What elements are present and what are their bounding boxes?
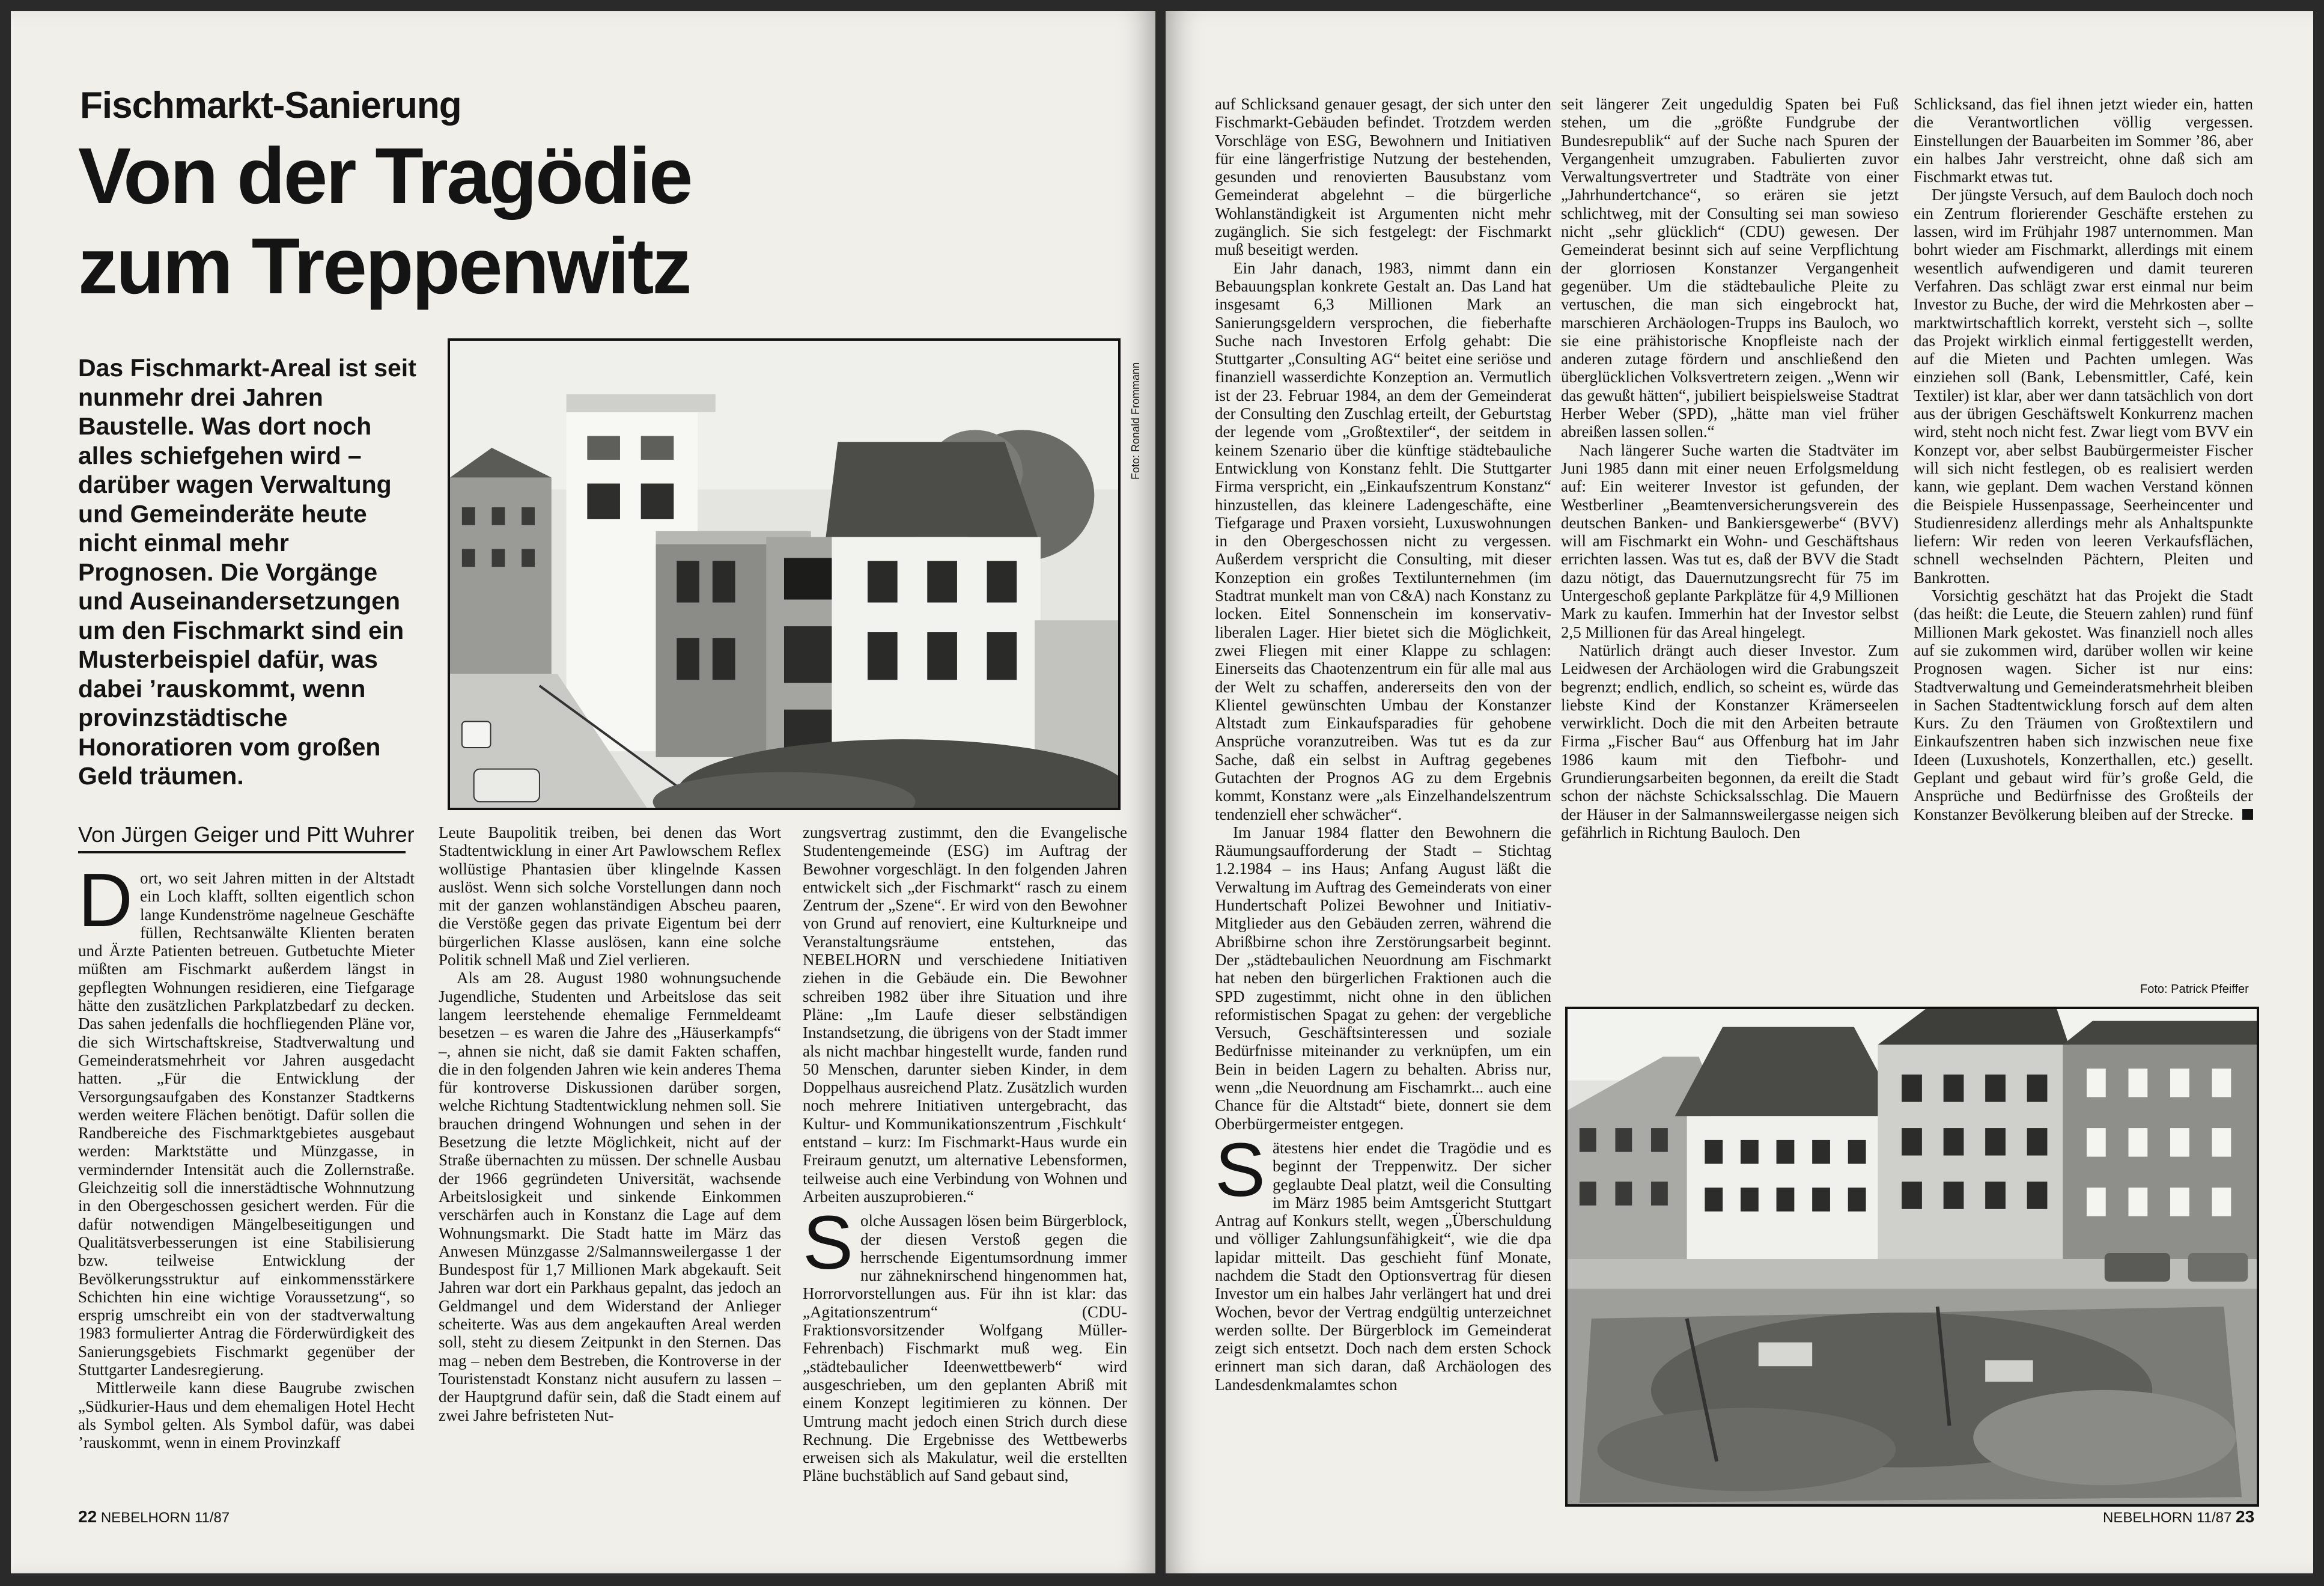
paragraph: Nach längerer Suche warten die Stadtväter im Juni 1985 dann mit einer neuen Erfolgsmeldung auf: Ein weiterer Investor ist gefunden, der Westberliner „Beamtenversicherungsverein des deutschen Banken- und Bankiersgewerbe“ (BVV) will am Fischmarkt ein Wohn- und Geschäftshaus errichten lassen. Was tut es, daß der BVV die Stadt dazu nötigt, das Dauernutzungsrecht für 75 im Untergeschoß geplante Parkplätze für 4,9 Millionen Mark zu kaufen. Immerhin hat der Investor selbst 2,5 Millionen für das Areal hingelegt.: [1561, 441, 1899, 641]
lede-line: provinzstädtische: [78, 704, 288, 731]
paragraph: seit längerer Zeit ungeduldig Spaten bei Fuß stehen, um die „größte Fundgrube der Bundesrepublik“ auf der Suche nach Spuren der Vergangenheit umzugraben. Fabulierten zuvor Verwaltungsvertreter und Stadträte von einer „Jahrhundertchance“, so erären sie jetzt schlichtweg, mit der Consulting sei man sowieso nicht „sehr glücklich“ (CDU) gewesen. Der Gemeinderat besinnt sich auf seine Verpflichtung der glorriosen Konstanzer Vergangenheit gegenüber. Um die städtebauliche Pleite zu vertuschen, die man sich eingebrockt hat, marschieren Archäologen-Trupps ins Bauloch, wo sie eine prähistorische Knopfleiste nach der anderen zutage fördern und anschließend den überglücklichen Volksvertretern zeigen. „Wenn wir das gewußt hätten“, jubiliert beispielsweise Stadtrat Herber Weber (SPD), „hätte man viel früher abreißen lassen sollen.“: [1561, 95, 1899, 441]
magazine-name: NEBELHORN: [100, 1510, 191, 1526]
article-kicker: Fischmarkt-Sanierung: [80, 85, 461, 126]
text-column-1: [78, 858, 415, 1518]
lede-line: Prognosen. Die Vorgänge: [78, 558, 378, 586]
paragraph: Leute Baupolitik treiben, bei denen das Wort Stadtentwicklung in einer Art Pawlowschem Reflex wollüstige Phantasien über klingelnde Kassen auslöst. Wenn sich solche Vorstellungen dann noch mit der ganzen wohlanständigen Abscheu paaren, die Verstöße gegen das private Eigentum bei derr bürgerlichen Klasse auslösen, kann eine solche Politik schnell Maß und Ziel verlieren.: [439, 823, 781, 969]
folio-left: [78, 1507, 230, 1527]
lede-line: und Gemeinderäte heute: [78, 499, 367, 528]
text-column-2: [439, 823, 781, 1514]
magazine-name: NEBELHORN: [2103, 1510, 2193, 1526]
paragraph: Der jüngste Versuch, auf dem Bauloch doch noch ein Zentrum florierender Geschäfte erstehen zu lassen, wird im Frühjahr 1987 unternommen. Man bohrt wieder am Fischmarkt, allerdings mit einem wesentlich aufwendigeren und damit teureren Verfahren. Das schlägt zwar erst einmal nur beim Investor zu Buche, der wird die Mehrkosten aber – marktwirtschaftlich korrekt, versteht sich –, sollte das Projekt wirklich einmal fertiggestellt werden, auf die Mieten und Pachten umlegen. Was einziehen soll (Bank, Lebensmittler, Café, kein Textiler) ist klar, aber wer dann tatsächlich von dort aus der übrigen Geschäftswelt Konkurrenz machen wird, steht noch nicht fest. Zwar liegt vom BVV ein Konzept vor, aber selbst Baubürgermeister Fischer will sich nicht festlegen, ob es realisiert werden kann, wie geplant. Dem wachen Verstand können die Beispiele Hussenpassage, Seerheincenter und Studienresidenz allerdings mehr als Anhaltspunkte liefern: Wir reden von leeren Verkaufsflächen, schnell wechselnden Pächtern, Pleiten und Bankrotten.: [1914, 186, 2253, 587]
page-number: 22: [78, 1507, 97, 1526]
paragraph-text: ätestens hier endet die Tragödie und es beginnt der Treppenwitz. Der sicher geglaubte Deal platzt, weil die Consulting im März 1985 beim Amtsgericht Stuttgart Antrag auf Konkurs stellt, wegen „Überschuldung und völliger Zahlungsunfähigkeit“, wie die dpa lapidar mitteilt. Das geschieht fünf Monate, nachdem die Stadt den Optionsvertrag für diesen Investor um ein halbes Jahr verlängert hat und drei Wochen, bevor der Vertrag endgültig unterzeichnet werden sollte. Der Bürgerblock im Gemeinderat zeigt sich entsetzt. Doch nach dem ersten Schock erinnert man sich daran, daß Archäologen des Landesdenkmalamtes schon: [1215, 1138, 1551, 1394]
paragraph: [803, 1200, 1127, 1485]
paragraph-text: ort, wo seit Jahren mitten in der Altstadt ein Loch klafft, sollten eigentlich schon lange Kundenströme nagelneue Geschäfte füllen, Rechtsanwälte Klienten beraten und Ärzte Patienten betreuen. Gutbetuchte Mieter müßten am Fischmarkt außerdem längst in gepflegten Wohnungen residieren, eine Tiefgarage hätte den zusätzlichen Parkplatzbedarf zu decken. Das sahen jedenfalls die hochfliegenden Pläne vor, die sich Wirtschaftskreise, Stadtverwaltung und Gemeinderatsmehrheit vor Jahren ausgedacht hatten. „Für die Entwicklung der Versorgungsaufgaben des Konstanzer Stadtkerns werden weitere Flächen benötigt. Dafür sollen die Randbereiche des Fischmarktgebietes ausgebaut werden: Marktstätte und Münzgasse, in vermindernder Intensität auch die Zollernstraße. Gleichzeitig soll die innerstädtische Wohnnutzung in den Obergeschossen gesichert werden. Für die dafür notwendigen Mängelbeseitigungen und Qualitätsverbesserungen ist eine Stabilisierung bzw. teilweise Entwicklung der Bevölkerungsstruktur auf einkommensstärkere Schichten hin eine wichtige Voraussetzung“, so ersprig umschreibt ein von der stadtverwaltung 1983 formulierter Antrag die Förderwürdigkeit des Sanierungsgebiets Fischmarkt gegenüber der Stuttgarter Landesregierung.: [78, 869, 415, 1379]
right-page: [1166, 11, 2313, 1573]
lede-line: nicht einmal mehr: [78, 529, 289, 557]
headline-line: Von der Tragödie: [78, 132, 692, 220]
photo-credit-top: Foto: Ronald Frommann: [1130, 362, 1142, 480]
article-byline: Von Jürgen Geiger und Pitt Wuhrer: [78, 822, 406, 853]
lede-line: und Auseinandersetzungen: [78, 587, 401, 615]
article-lede: [78, 353, 415, 791]
left-page: [11, 11, 1155, 1573]
lede-line: dabei ’rauskommt, wenn: [78, 674, 366, 703]
lede-line: nunmehr drei Jahren: [78, 383, 323, 411]
lede-line: um den Fischmarkt sind ein: [78, 616, 404, 644]
paragraph: Als am 28. August 1980 wohnungsuchende Jugendliche, Studenten und Arbeitslose das seit langem leerstehende ehemalige Fernmeldeamt besetzen – es waren die Jahre des „Häuserkampfs“ –, ahnen sie nicht, daß sie damit Fakten schaffen, die in den folgenden Jahren wie kein anderes Thema für kontroverse Diskussionen darüber sorgen, welche Richtung Stadtentwicklung nehmen soll. Sie brauchen dringend Wohnungen und sehen in der Besetzung die letzte Möglichkeit, nicht auf der Straße übernachten zu müssen. Der schnelle Ausbau der 1966 gegründeten Universität, wachsende Arbeitslosigkeit und sinkende Einkommen verschärfen auch in Konstanz die Lage auf dem Wohnungsmarkt. Die Stadt hatte im März das Anwesen Münzgasse 2/Salmannsweilergasse 1 der Bundespost für 1,7 Millionen Mark abgekauft. Seit Jahren war dort ein Parkhaus gepalnt, das jedoch an Geldmangel und dem Widerstand der Anlieger scheiterte. Was aus dem angekauften Areal werden soll, steht zu diesem Zeitpunkt in den Sternen. Das mag – neben dem Bestreben, die Kontroverse in der Touristenstadt Konstanz nicht ausufern zu lassen – der Hauptgrund dafür sein, daß die Stadt einem auf zwei Jahre befristeten Nut-: [439, 969, 781, 1424]
text-column-6: [1914, 95, 2253, 930]
lede-line: Baustelle. Was dort noch: [78, 412, 372, 440]
lede-line: Geld träumen.: [78, 762, 244, 790]
article-headline: [78, 131, 787, 311]
magazine-issue: 11/87: [2197, 1510, 2232, 1526]
construction-pit-photo: [1565, 1007, 2259, 1507]
dropcap: S: [803, 1200, 854, 1286]
lede-line: alles schiefgehen wird –: [78, 441, 362, 469]
paragraph: [1914, 587, 2253, 823]
paragraph: [1215, 1127, 1551, 1394]
lede-line: darüber wagen Verwaltung: [78, 471, 392, 498]
text-column-4: [1215, 95, 1551, 1525]
lede-line: Honoratioren vom großen: [78, 733, 381, 761]
folio-right: [2103, 1507, 2254, 1527]
paragraph: Mittlerweile kann diese Baugrube zwischen „Südkurier-Haus und dem ehemaligen Hotel Hecht als Symbol gelten. Als Symbol dafür, was dabei ’rauskommt, wenn in einem Provinzkaff: [78, 1379, 415, 1452]
dropcap: D: [78, 858, 133, 942]
paragraph: Schlicksand, das fiel ihnen jetzt wieder ein, hatten die Verantwortlichen völlig vergessen. Einstellungen der Bauarbeiten im Sommer ’86, aber ein halbes Jahr verstreicht, ohne daß sich am Fischmarkt etwas tut.: [1914, 95, 2253, 186]
fischmarkt-building-photo: [448, 338, 1121, 810]
lede-line: Musterbeispiel dafür, was: [78, 645, 378, 673]
paragraph: auf Schlicksand genauer gesagt, der sich unter den Fischmarkt-Gebäuden befindet. Trotzdem werden Vorschläge von ESG, Bewohnern und Initiativen für eine längerfristige Nutzung der bestehenden, gesunden und renovierten Bausubstanz vom Gemeinderat abgelehnt – die bürgerliche Wohlanständigkeit ist Argumenten nicht mehr zugänglich. Sie sich festgelegt: der Fischmarkt muß beseitigt werden.: [1215, 95, 1551, 259]
paragraph: Ein Jahr danach, 1983, nimmt dann ein Bebauungsplan konkrete Gestalt an. Das Land hat insgesamt 6,3 Millionen Mark an Sanierungsgeldern versprochen, die fieberhafte Suche nach Investoren Erfolg gehabt: Die Stuttgarter „Consulting AG“ beitet eine seriöse und finanziell wasserdichte Konzeption an. Vermutlich ist der 23. Februar 1984, an dem der Gemeinderat der Consulting den Zuschlag erteilt, der Geburtstag der legende vom „Großtextiler“, der seitdem in keinem Szenario über die künftige städtebauliche Entwicklung von Konstanz fehlt. Die Stuttgarter Firma verspricht, ein „Einkaufszentrum Konstanz“ hinzustellen, das kleinere Ladengeschäfte, eine Tiefgarage und Praxen vorsieht, Luxuswohnungen in den Obergeschossen nicht zu vergessen. Außerdem verspricht die Consulting, mit dieser Konzeption ein großes Textilunternehmen (im Stadtrat munkelt man von C&A) nach Konstanz zu locken. Eitel Sonnenschein im konservativ-liberalen Lager. Hier bietet sich die Möglichkeit, zwei Fliegen mit einer Klappe zu schlagen: Einerseits das Chaotenzentrum ein für alle mal aus der Welt zu schaffen, andererseits den von der Klientel gewünschten Umbau der Konstanzer Altstadt zum Einkaufsparadies für gehobene Ansprüche voranzutreiben. Was tut es da zur Sache, daß ein selbst in Auftrag gegebenes Gutachten der Prognos AG zu dem Ergebnis kommt, Konstanz were „als Einzelhandelszentrum tendenziell eher schwächer“.: [1215, 258, 1551, 823]
magazine-issue: 11/87: [194, 1510, 230, 1526]
paragraph-text: Vorsichtig geschätzt hat das Projekt die Stadt (das heißt: die Leute, die Steuern zahlen) rund fünf Millionen Mark gekostet. Was finanziell noch alles auf sie zukommen wird, darüber wollen wir keine Prognosen wagen. Sicher ist nur eins: Stadtverwaltung und Gemeinderatsmehrheit bleiben in Sachen Stadtentwicklung forsch auf dem alten Kurs. Zu den Träumen von Großtextilern und Einkaufszentren haben sich inzwischen neue fixe Ideen (Luxushotels, Konzerthallen, etc.) gesellt. Geplant und gebaut wird für’s große Geld, die Ansprüche und Bedürfnisse des Großteils der Konstanzer Bevölkerung bleiben auf der Strecke.: [1914, 587, 2253, 823]
paragraph: [78, 858, 415, 1379]
lede-line: Das Fischmarkt-Areal ist seit: [78, 354, 416, 382]
paragraph: Im Januar 1984 flatter den Bewohnern die Räumungsaufforderung der Stadt – Stichtag 1.2.1984 – ins Haus; Anfang August läßt die Verwaltung im Auftrag des Gemeinderats von einer Hundertschaft Polizei Bewohner und Initiativ-Mitglieder aus den Gebäuden zerren, während die Abrißbirne schon ihre Zerstörungsarbeit beginnt. Der „städtebaulichen Neuordnung am Fischmarkt hat neben den bürgerlichen Fraktionen auch die SPD zugestimmt, nicht ohne in den üblichen reformistischen Spagat zu gehen: der vergebliche Versuch, Geschäftsinteressen und soziale Bedürfnisse miteinander zu verknüpfen, um ein Bein in beiden Lagern zu behalten. Abriss nur, wenn „die Neuordnung am Fischamrkt... auch eine Chance für die Altstadt“ biete, donnert sie dem Oberbürgermeister entgegen.: [1215, 823, 1551, 1133]
paragraph-text: olche Aussagen lösen beim Bürgerblock, der diesen Verstoß gegen die herrschende Eigentumsordnung immer nur zähneknirschend hingenommen hat, Horrorvorstellungen aus. Für ihn ist klar: das „Agitationszentrum“ (CDU-Fraktionsvorsitzender Wolfgang Müller-Fehrenbach) Fischmarkt muß weg. Ein „städtebaulicher Ideenwettbewerb“ wird ausgeschrieben, um den geplanten Abriß mit einem Konzept legitimieren zu können. Der Umtrung macht jedoch einen Strich durch diese Rechnung. Die Ergebnisse des Wettbewerbs erweisen sich als Makulatur, weil die erstellten Pläne buchstäblich auf Sand gebaut sind,: [803, 1212, 1127, 1485]
text-column-3: [803, 823, 1127, 1514]
text-column-5: [1561, 95, 1899, 930]
photo-credit-bottom: Foto: Patrick Pfeiffer: [2140, 983, 2249, 996]
paragraph: zungsvertrag zustimmt, den die Evangelische Studentengemeinde (ESG) im Auftrag der Bewohner vorgeschlägt. In den folgenden Jahren entwickelt sich „der Fischmarkt“ rasch zu einem Zentrum der „Szene“. Er wird von den Bewohner von Grund auf renoviert, eine Kulturkneipe und Veranstaltungsräume entstehen, das NEBELHORN und verschiedene Initiativen ziehen in die Gebäude ein. Die Bewohner schreiben 1982 über ihre Situation und ihre Pläne: „Im Laufe dieser selbständigen Instandsetzung, die übrigens von der Stadt immer als nicht machbar hingestellt wurde, fanden rund 50 Menschen, darunter sieben Kinder, in dem Doppelhaus ausreichend Platz. Zusätzlich wurden noch mehrere Initiativen untergebracht, das Kultur- und Kommunikationszentrum ‚Fischkult‘ entstand – kurz: Im Fischmarkt-Haus wurde ein Freiraum genutzt, um alternative Lebensformen, teilweise auch eine Verbindung von Wohnen und Arbeiten auszuprobieren.“: [803, 823, 1127, 1206]
dropcap: S: [1215, 1127, 1266, 1212]
end-mark-icon: [2242, 809, 2253, 820]
construction-photo-image: [1568, 1009, 2257, 1504]
headline-line: zum Treppenwitz: [78, 222, 690, 310]
page-number: 23: [2236, 1507, 2255, 1526]
paragraph: Natürlich drängt auch dieser Investor. Zum Leidwesen der Archäologen wird die Grabungszeit begrenzt; endlich, endlich, so scheint es, würde das liebste Kind der Konstanzer Krämerseelen verwirklicht. Doch die mit den Arbeiten betraute Firma „Fischer Bau“ aus Offenburg hat im Jahr 1986 kaum mit den Tiefbohr- und Grundierungsarbeiten begonnen, da ereilt die Stadt schon der nächste Schicksalsschlag. Die Mauern der Häuser in der Salmannsweilergasse neigen sich gefährlich in Richtung Bauloch. Den: [1561, 641, 1899, 841]
building-photo-image: [450, 341, 1118, 808]
